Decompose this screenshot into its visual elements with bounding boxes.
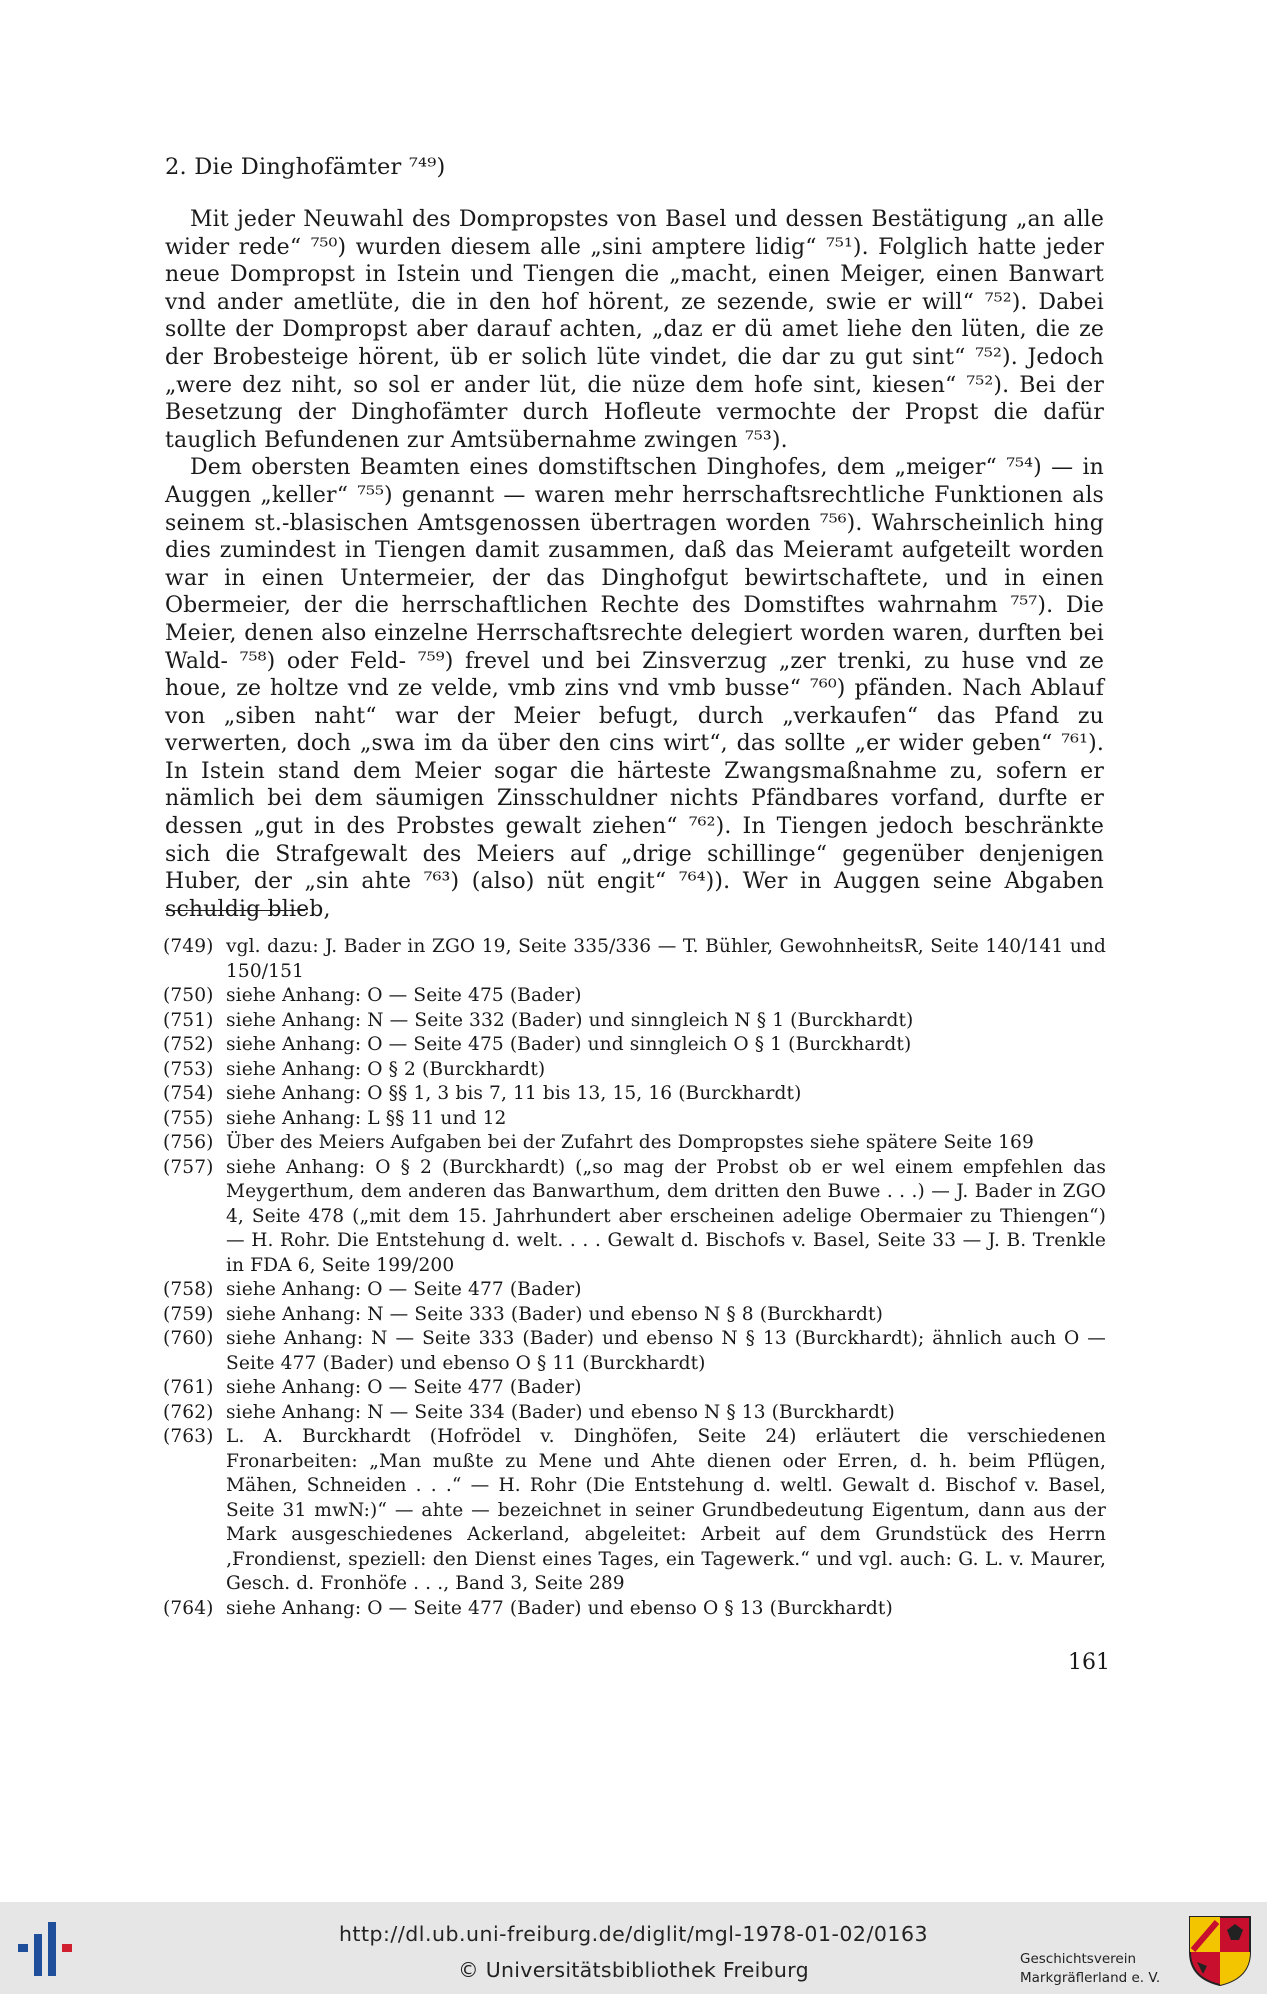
footnote-number: (756)	[163, 1132, 214, 1153]
footnote-text: vgl. dazu: J. Bader in ZGO 19, Seite 335/336 — T. Bühler, GewohnheitsR, Seite 140/141 und 150/151	[226, 936, 1106, 982]
footnote-text: siehe Anhang: N — Seite 334 (Bader) und ebenso N § 13 (Burckhardt)	[226, 1401, 895, 1423]
footnote-751	[163, 1009, 1106, 1034]
paragraph: Mit jeder Neuwahl des Dompropstes von Basel und dessen Bestätigung „an alle wider rede“ ⁷⁵⁰) wurden diesem alle „sini amptere lidig“ ⁷⁵¹). Folglich hatte jeder neue Dompropst in Istein und Tiengen die „macht, einen Meiger, einen Banwart vnd ander ametlüte, die in den hof hörent, ze sezende, swie er will“ ⁷⁵²). Dabei sollte der Dompropst aber darauf achten, „daz er dü amet liehe den lüten, die ze der Brobesteige hörent, üb er solich lüte vindet, die dar zu gut sint“ ⁷⁵²). Jedoch „were dez niht, so sol er ander lüt, die nüze dem hofe sint, kiesen“ ⁷⁵²). Bei der Besetzung der Dinghofämter durch Hofleute vermochte der Propst die dafür tauglich Befundenen zur Amtsübernahme zwingen ⁷⁵³).	[165, 207, 1104, 453]
footnote-764	[163, 1597, 1106, 1622]
section-heading: 2. Die Dinghofämter ⁷⁴⁹)	[165, 154, 446, 180]
footnote-756	[163, 1131, 1106, 1156]
footnote-number: (752)	[163, 1034, 214, 1055]
footnote-text: siehe Anhang: L §§ 11 und 12	[226, 1107, 507, 1129]
copyright-notice: © Universitätsbibliothek Freiburg	[458, 1958, 809, 1982]
footnote-number: (753)	[163, 1058, 214, 1080]
footnote-763	[163, 1425, 1106, 1597]
footnote-text: siehe Anhang: O — Seite 475 (Bader) und sinngleich O § 1 (Burckhardt)	[226, 1034, 912, 1055]
footnote-number: (761)	[163, 1377, 214, 1398]
page-number: 161	[1068, 1650, 1110, 1675]
footnote-divider	[165, 910, 305, 911]
footnote-758	[163, 1278, 1106, 1303]
footnote-752	[163, 1033, 1106, 1058]
coat-of-arms-icon	[1187, 1914, 1253, 1988]
footnote-number: (755)	[163, 1107, 214, 1129]
footnote-text: siehe Anhang: O — Seite 477 (Bader) und ebenso O § 13 (Burckhardt)	[226, 1597, 893, 1619]
footnote-text: siehe Anhang: O — Seite 477 (Bader)	[226, 1377, 582, 1398]
footnote-number: (760)	[163, 1328, 214, 1349]
footnote-762	[163, 1401, 1106, 1426]
footnote-text: siehe Anhang: N — Seite 332 (Bader) und sinngleich N § 1 (Burckhardt)	[226, 1009, 914, 1031]
footnote-757	[163, 1156, 1106, 1279]
footnote-number: (754)	[163, 1083, 214, 1104]
footnote-755	[163, 1107, 1106, 1132]
viewer-footer	[0, 1902, 1267, 1994]
footnote-number: (762)	[163, 1401, 214, 1423]
footnote-text: siehe Anhang: O § 2 (Burckhardt)	[226, 1058, 546, 1080]
footnote-text: siehe Anhang: O §§ 1, 3 bis 7, 11 bis 13, 15, 16 (Burckhardt)	[226, 1083, 802, 1104]
footnote-754	[163, 1082, 1106, 1107]
footnote-number: (751)	[163, 1009, 214, 1031]
publisher-line-1: Geschichtsverein	[1020, 1951, 1136, 1967]
footnote-number: (758)	[163, 1279, 214, 1300]
footnote-760	[163, 1327, 1106, 1376]
footnote-text: siehe Anhang: O — Seite 475 (Bader)	[226, 985, 582, 1006]
footnote-number: (763)	[163, 1426, 214, 1447]
permalink-url[interactable]: http://dl.ub.uni-freiburg.de/diglit/mgl-1978-01-02/0163	[338, 1922, 929, 1946]
body-text	[165, 206, 1104, 923]
footnote-number: (759)	[163, 1303, 214, 1325]
footnote-number: (757)	[163, 1156, 214, 1178]
footnote-761	[163, 1376, 1106, 1401]
footnote-text: Über des Meiers Aufgaben bei der Zufahrt des Dompropstes siehe spätere Seite 169	[226, 1132, 1034, 1153]
publisher-line-2: Markgräflerland e. V.	[1020, 1970, 1161, 1986]
footnote-753	[163, 1058, 1106, 1083]
footnotes	[163, 935, 1106, 1621]
publisher-name	[1020, 1950, 1160, 1988]
footnote-759	[163, 1303, 1106, 1328]
footnote-number: (764)	[163, 1597, 214, 1619]
footnote-text: siehe Anhang: O — Seite 477 (Bader)	[226, 1279, 582, 1300]
paragraph: Dem obersten Beamten eines domstiftschen Dinghofes, dem „meiger“ ⁷⁵⁴) — in Auggen „keller“ ⁷⁵⁵) genannt — waren mehr herrschaftsrechtliche Funktionen als seinem st.-blasischen Amtsgenossen übertragen worden ⁷⁵⁶). Wahrscheinlich hing dies zumindest in Tiengen damit zusammen, daß das Meieramt aufgeteilt worden war in einen Untermeier, der das Dinghofgut bewirtschaftete, und in einen Obermeier, der die herrschaftlichen Rechte des Domstiftes wahrnahm ⁷⁵⁷). Die Meier, denen also einzelne Herrschaftsrechte delegiert worden waren, durften bei Wald- ⁷⁵⁸) oder Feld- ⁷⁵⁹) frevel und bei Zinsverzug „zer trenki, zu huse vnd ze houe, ze holtze vnd ze velde, vmb zins vnd vmb busse“ ⁷⁶⁰) pfänden. Nach Ablauf von „siben naht“ war der Meier befugt, durch „verkaufen“ das Pfand zu verwerten, doch „swa im da über den cins wirt“, das sollte „er wider geben“ ⁷⁶¹). In Istein stand dem Meier sogar die härteste Zwangsmaßnahme zu, sofern er nämlich bei dem säumigen Zinsschuldner nichts Pfändbares vorfand, durfte er dessen „gut in des Probstes gewalt ziehen“ ⁷⁶²). In Tiengen jedoch beschränkte sich die Strafgewalt des Meiers auf „drige schillinge“ gegenüber denjenigen Huber, der „sin ahte ⁷⁶³) (also) nüt engit“ ⁷⁶⁴)). Wer in Auggen seine Abgaben schuldig blieb,	[165, 455, 1104, 922]
footnote-750	[163, 984, 1106, 1009]
footnote-text: siehe Anhang: N — Seite 333 (Bader) und ebenso N § 8 (Burckhardt)	[226, 1303, 883, 1325]
footnote-number: (749)	[163, 936, 214, 957]
footnote-749	[163, 935, 1106, 984]
footnote-text: siehe Anhang: O § 2 (Burckhardt) („so mag der Probst ob er wel einem empfehlen das Meygerthum, dem anderen das Banwarthum, dem dritten den Buwe . . .) — J. Bader in ZGO 4, Seite 478 („mit dem 15. Jahrhundert aber erscheinen adelige Obermaier zu Thiengen“) — H. Rohr. Die Entstehung d. welt. . . . Gewalt d. Bischofs v. Basel, Seite 33 — J. B. Trenkle in FDA 6, Seite 199/200	[226, 1156, 1106, 1276]
footnote-text: L. A. Burckhardt (Hofrödel v. Dinghöfen, Seite 24) erläutert die verschiedenen Fronarbeiten: „Man mußte zu Mene und Ahte dienen oder Erren, d. h. beim Pflügen, Mähen, Schneiden . . .“ — H. Rohr (Die Entstehung d. weltl. Gewalt d. Bischof v. Basel, Seite 31 mwN:)“ — ahte — bezeichnet in seiner Grundbedeutung Eigentum, dann aus der Mark ausgeschiedenes Ackerland, abgeleitet: Arbeit auf dem Grundstück des Herrn ‚Frondienst, speziell: den Dienst eines Tages, ein Tagewerk.“ und vgl. auch: G. L. v. Maurer, Gesch. d. Fronhöfe . . ., Band 3, Seite 289	[226, 1426, 1106, 1594]
footnote-text: siehe Anhang: N — Seite 333 (Bader) und ebenso N § 13 (Burckhardt); ähnlich auch O — Seite 477 (Bader) und ebenso O § 11 (Burckhardt)	[226, 1328, 1106, 1374]
footnote-number: (750)	[163, 985, 214, 1006]
